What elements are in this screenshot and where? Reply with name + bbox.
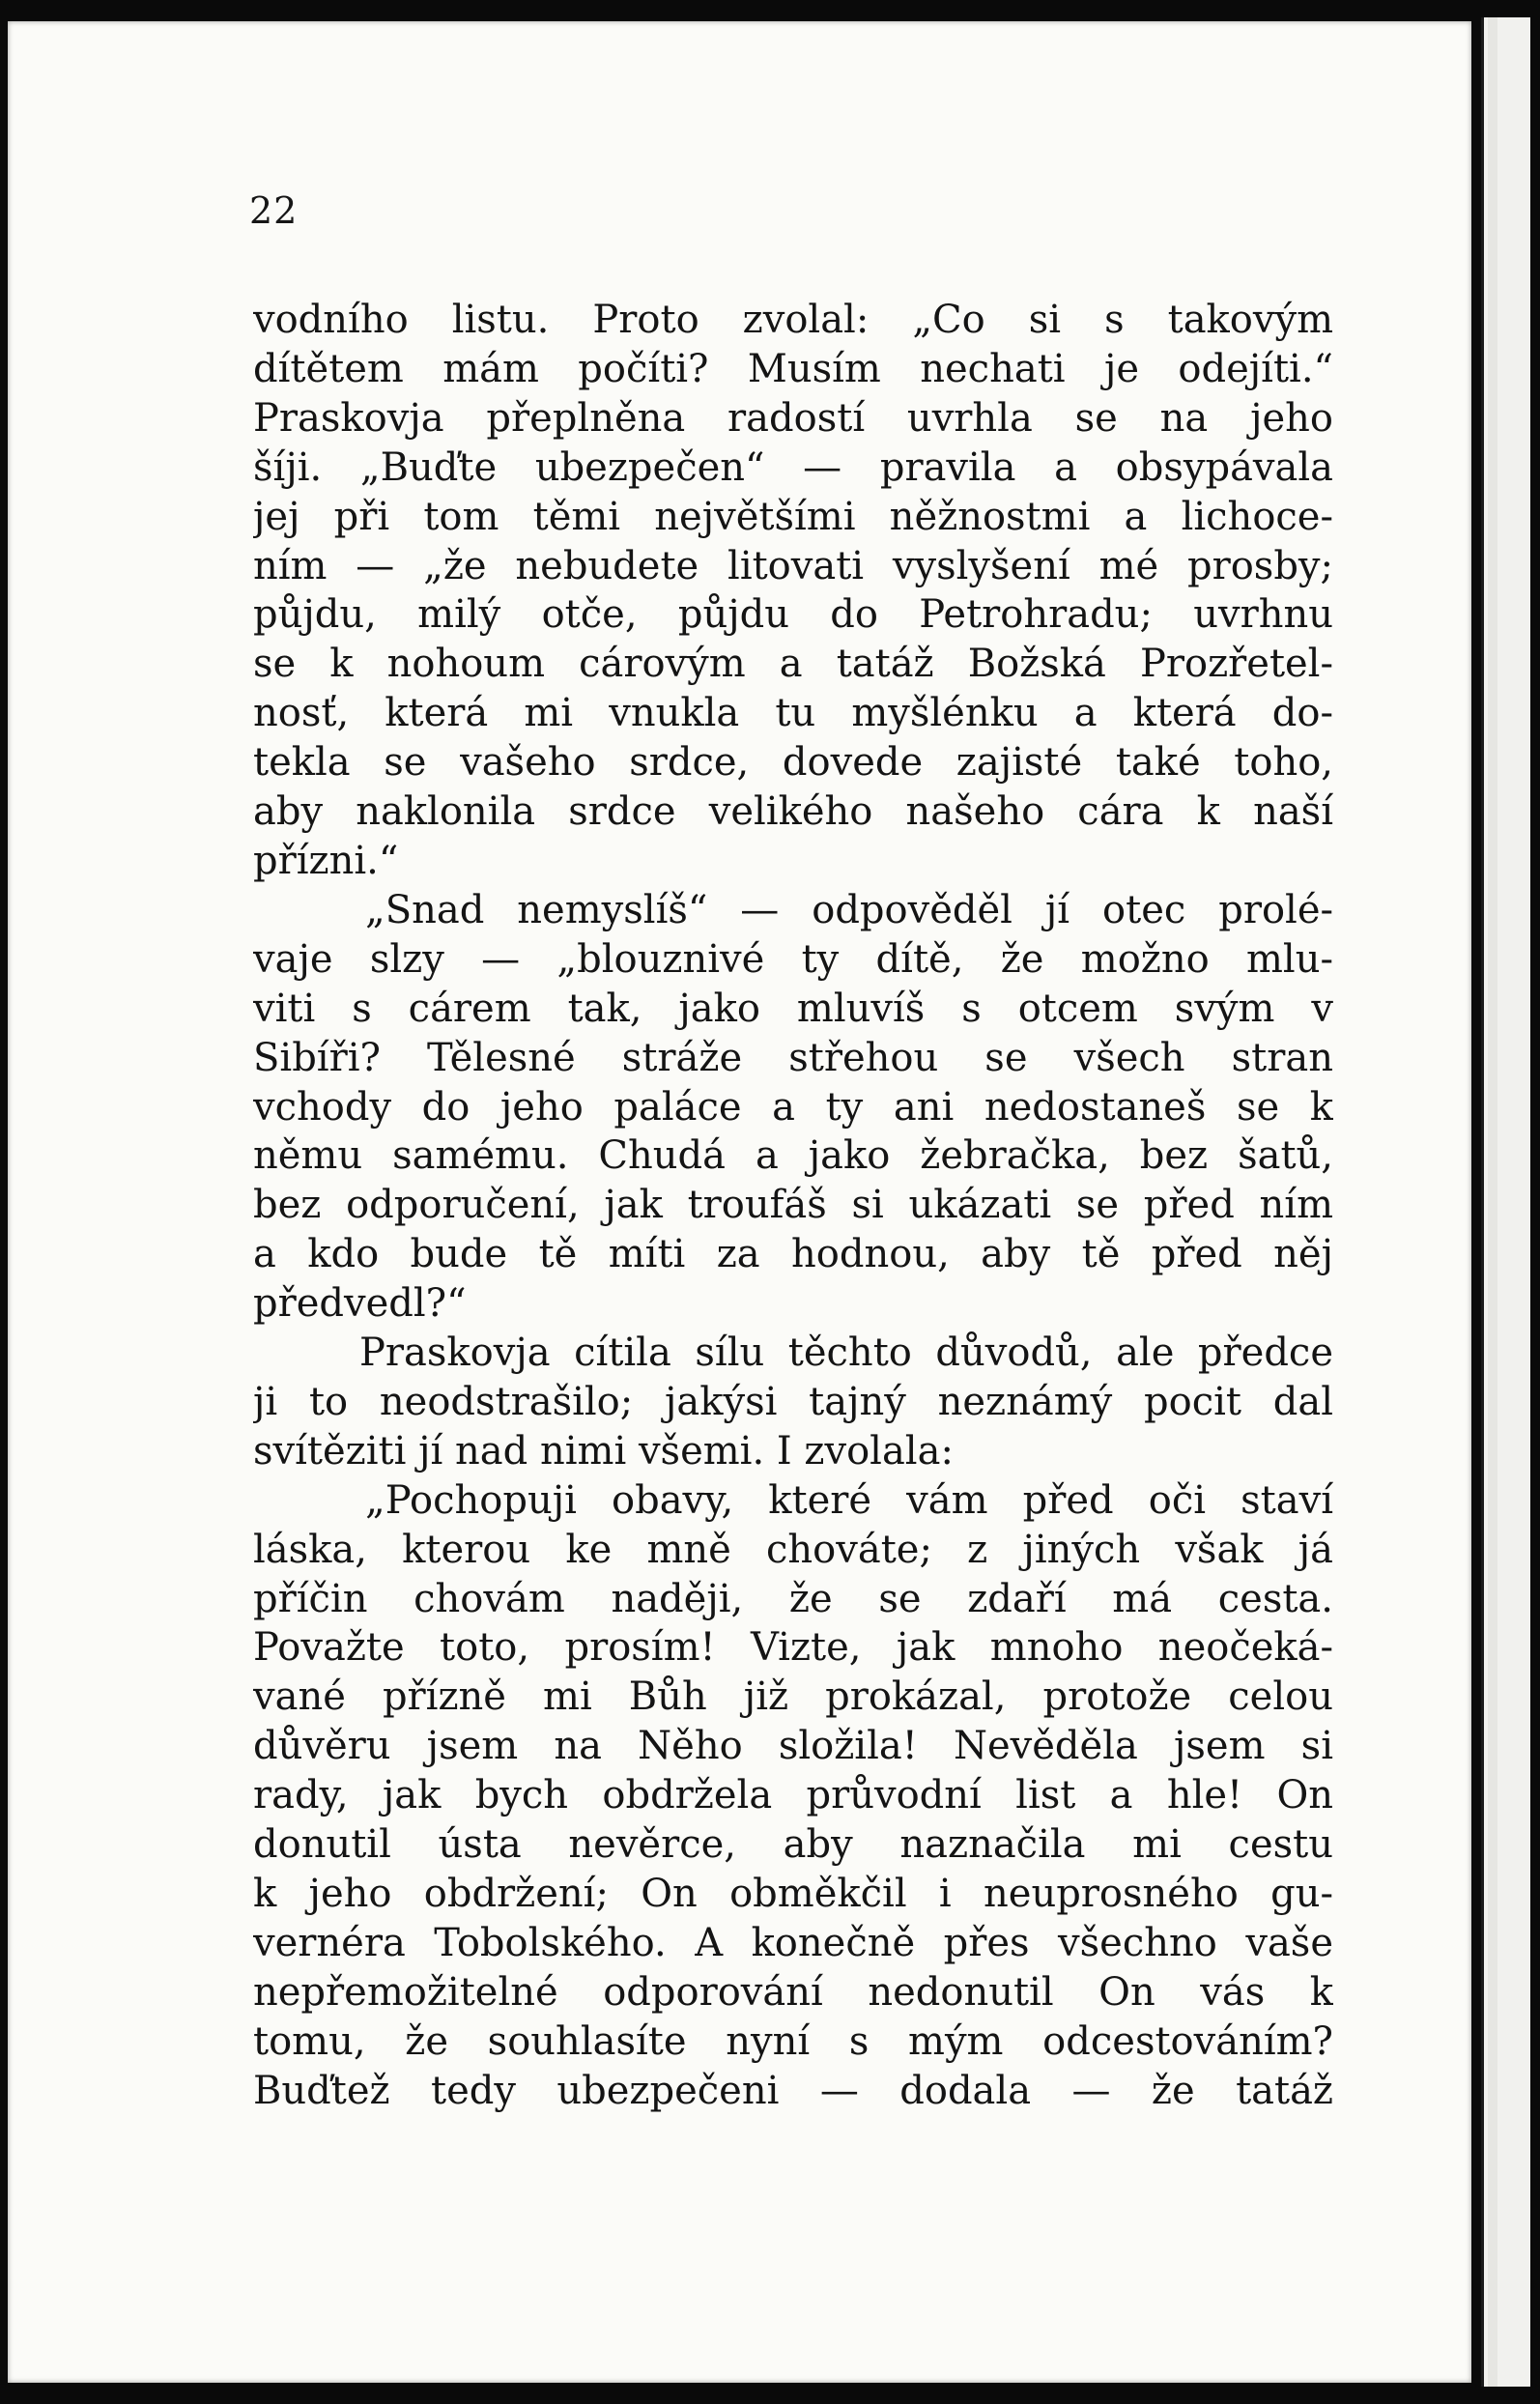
text-line: tekla se vašeho srdce, dovede zajisté také toho, bbox=[253, 740, 1333, 786]
text-line: vernéra Tobolského. A konečně přes všechno vaše bbox=[253, 1920, 1333, 1965]
text-line: svítěziti jí nad nimi všemi. I zvolala: bbox=[253, 1428, 954, 1474]
text-line: nepřemožitelné odporování nedonutil On vás k bbox=[253, 1969, 1333, 2015]
text-line: vaje slzy — „blouznivé ty dítě, že možno mlu- bbox=[253, 936, 1333, 982]
text-line: rady, jak bych obdržela průvodní list a hle! On bbox=[253, 1773, 1333, 1818]
text-line: „Snad nemyslíš“ — odpověděl jí otec prolé- bbox=[365, 887, 1333, 932]
text-line: a kdo bude tě míti za hodnou, aby tě před něj bbox=[253, 1232, 1333, 1277]
text-line: důvěru jsem na Něho složila! Nevěděla jsem si bbox=[253, 1724, 1333, 1769]
text-line: vané přízně mi Bůh již prokázal, protože celou bbox=[253, 1674, 1333, 1720]
text-line: ji to neodstrašilo; jakýsi tajný neznámý pocit dal bbox=[253, 1379, 1333, 1424]
text-line: dítětem mám počíti? Musím nechati je odejíti.“ bbox=[253, 346, 1333, 391]
text-line: vchody do jeho paláce a ty ani nedostaneš se k bbox=[253, 1084, 1333, 1130]
text-line: nosť, která mi vnukla tu myšlénku a která do- bbox=[253, 691, 1333, 736]
text-line: němu samému. Chudá a jako žebračka, bez šatů, bbox=[253, 1133, 1333, 1179]
text-line: se k nohoum cárovým a tatáž Božská Prozřetel- bbox=[253, 642, 1333, 687]
text-line: donutil ústa nevěrce, aby naznačila mi cestu bbox=[253, 1822, 1333, 1868]
text-line: ním — „že nebudete litovati vyslyšení mé prosby; bbox=[253, 543, 1333, 588]
text-line: příčin chovám naději, že se zdaří má cesta. bbox=[253, 1576, 1333, 1621]
text-line: Považte toto, prosím! Vizte, jak mnoho neočeká- bbox=[253, 1625, 1333, 1671]
text-line: přízni.“ bbox=[253, 838, 399, 883]
text-line: „Pochopuji obavy, které vám před oči staví bbox=[365, 1477, 1333, 1523]
text-line: Buďtež tedy ubezpečeni — dodala — že tatáž bbox=[253, 2068, 1333, 2113]
text-line: Sibíři? Tělesné stráže střehou se všech stran bbox=[253, 1035, 1333, 1080]
text-line: jej při tom těmi největšími něžnostmi a lichoce- bbox=[253, 494, 1333, 539]
text-line: Praskovja cítila sílu těchto důvodů, ale předce bbox=[359, 1331, 1333, 1376]
body-text bbox=[253, 296, 1333, 2116]
page-number: 22 bbox=[249, 189, 299, 232]
text-line: předvedl?“ bbox=[253, 1281, 467, 1327]
text-line: šíji. „Buďte ubezpečen“ — pravila a obsypávala bbox=[253, 444, 1333, 490]
text-line: vodního listu. Proto zvolal: „Co si s takovým bbox=[253, 298, 1333, 342]
text-line: bez odporučení, jak troufáš si ukázati se před ním bbox=[253, 1183, 1333, 1228]
text-line: k jeho obdržení; On obměkčil i neuprosného gu- bbox=[253, 1872, 1333, 1916]
text-line: aby naklonila srdce velikého našeho cára k naší bbox=[253, 789, 1333, 835]
page-edge-shadow bbox=[1488, 17, 1497, 2387]
text-line: půjdu, milý otče, půjdu do Petrohradu; uvrhnu bbox=[253, 592, 1333, 638]
text-line: tomu, že souhlasíte nyní s mým odcestováním? bbox=[253, 2018, 1333, 2064]
text-line: láska, kterou ke mně chováte; z jiných však já bbox=[253, 1527, 1333, 1572]
text-line: Praskovja přeplněna radostí uvrhla se na jeho bbox=[253, 395, 1333, 441]
text-line: viti s cárem tak, jako mluvíš s otcem svým v bbox=[253, 986, 1333, 1031]
